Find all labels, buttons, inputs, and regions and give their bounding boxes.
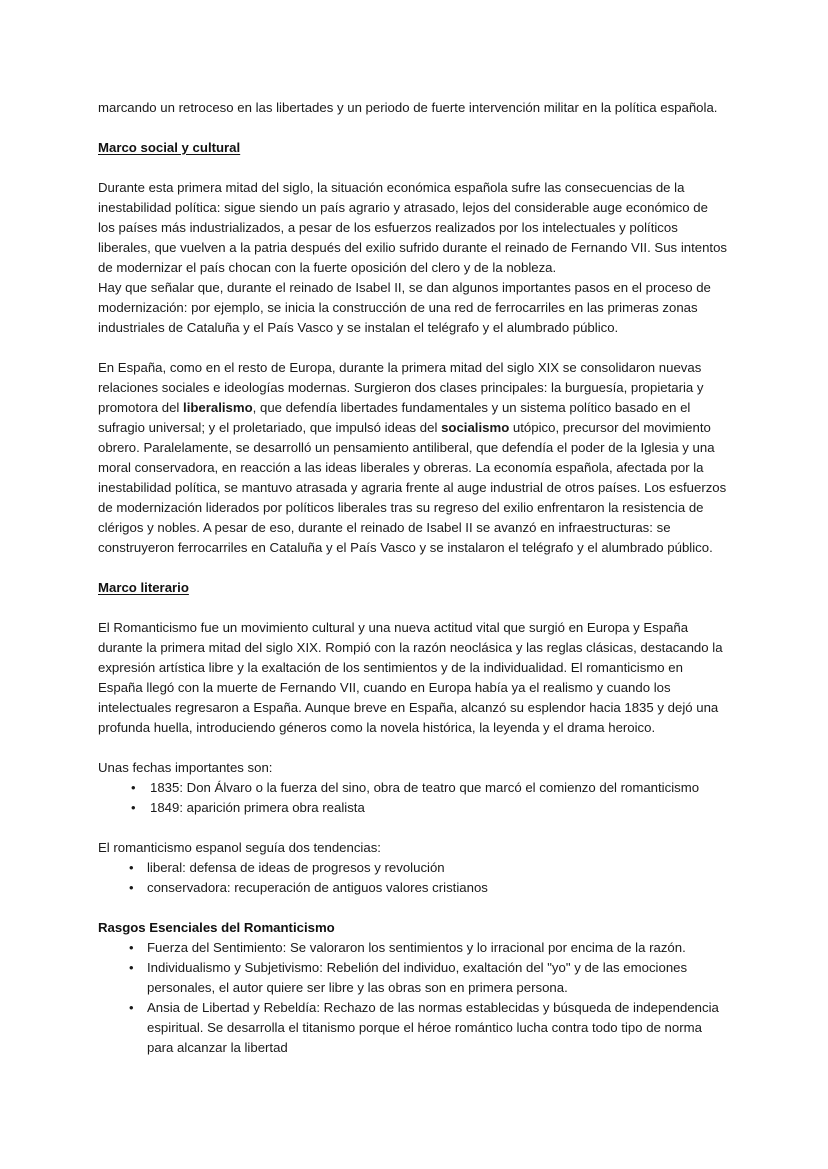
- paragraph-economia-modernizacion: Hay que señalar que, durante el reinado de Isabel II, se dan algunos importantes pasos en el proceso de modernización: por ejemplo, se inicia la construcción de una red de ferrocarriles en las primeras zonas industriales de Cataluña y el País Vasco y se instalan el telégrafo y el alumbrado público.: [98, 280, 711, 335]
- list-fechas-importantes: [98, 778, 728, 818]
- list-item: • conservadora: recuperación de antiguos valores cristianos: [98, 878, 728, 898]
- bold-term-socialismo: socialismo: [441, 420, 510, 435]
- list-item: • 1835: Don Álvaro o la fuerza del sino, obra de teatro que marcó el comienzo del romanticismo: [98, 778, 728, 798]
- list-item: • 1849: aparición primera obra realista: [98, 798, 728, 818]
- spacer: [98, 898, 728, 918]
- paragraph-economia-inestabilidad: Durante esta primera mitad del siglo, la situación económica española sufre las consecuencias de la inestabilidad política: sigue siendo un país agrario y atrasado, lejos del considerable auge económico de los países más industrializados, a pesar de los esfuerzos realizados por los intelectuales y políticos liberales, que vuelven a la patria después del exilio sufrido durante el reinado de Fernando VII. Sus intentos de modernizar el país chocan con la fuerte oposición del clero y de la nobleza.: [98, 180, 728, 275]
- lead-in-fechas-importantes: Unas fechas importantes son:: [98, 760, 273, 775]
- list-item: • liberal: defensa de ideas de progresos y revolución: [98, 858, 728, 878]
- list-item: • Individualismo y Subjetivismo: Rebelión del individuo, exaltación del "yo" y de las emociones personales, el autor quiere ser libre y las obras son en primera persona.: [98, 958, 728, 998]
- spacer: [98, 818, 728, 838]
- heading-rasgos-esenciales: Rasgos Esenciales del Romanticismo: [98, 920, 335, 935]
- paragraph-clases-segment-2: , que defendía libertades fundamentales y un sistema político basado en el sufragio universal; y el proletariado, que impulsó ideas del: [98, 400, 691, 435]
- spacer: [98, 738, 728, 758]
- document-body: [98, 98, 728, 1058]
- paragraph-clases-sociales: [98, 358, 728, 558]
- paragraph-romanticismo: El Romanticismo fue un movimiento cultural y una nueva actitud vital que surgió en Europa y España durante la primera mitad del siglo XIX. Rompió con la razón neoclásica y las reglas clásicas, destacando la expresión artística libre y la exaltación de los sentimientos y de la individualidad. El romanticismo en España llegó con la muerte de Fernando VII, cuando en Europa había ya el realismo y cuando los intelectuales regresaron a España. Aunque breve en España, alcanzó su esplendor hacia 1835 y dejó una profunda huella, introduciendo géneros como la novela histórica, la leyenda y el drama heroico.: [98, 620, 723, 735]
- heading-marco-social-y-cultural: Marco social y cultural: [98, 140, 241, 155]
- list-item: • Ansia de Libertad y Rebeldía: Rechazo de las normas establecidas y búsqueda de independencia espiritual. Se desarrolla el titanismo porque el héroe romántico lucha contra todo tipo de norma para alcanzar la libertad: [98, 998, 728, 1058]
- intro-paragraph: marcando un retroceso en las libertades y un periodo de fuerte intervención militar en la política española.: [98, 100, 718, 115]
- list-item: • Fuerza del Sentimiento: Se valoraron los sentimientos y lo irracional por encima de la razón.: [98, 938, 728, 958]
- spacer: [98, 558, 728, 578]
- heading-marco-literario: Marco literario: [98, 580, 189, 595]
- paragraph-clases-segment-1: En España, como en el resto de Europa, durante la primera mitad del siglo XIX se consolidaron nuevas relaciones sociales e ideologías modernas. Surgieron dos clases principales: la burguesía, propietaria y promotora del: [98, 360, 704, 415]
- spacer: [98, 118, 728, 138]
- paragraph-clases-segment-3: utópico, precursor del movimiento obrero. Paralelamente, se desarrolló un pensamiento antiliberal, que defendía el poder de la Iglesia y una moral conservadora, en reacción a las ideas liberales y obreras. La economía española, afectada por la inestabilidad política, se mantuvo atrasada y agraria frente al auge industrial de otros países. Los esfuerzos de modernización liderados por políticos liberales tras su regreso del exilio enfrentaron la resistencia de clérigos y nobles. A pesar de eso, durante el reinado de Isabel II se avanzó en infraestructuras: se construyeron ferrocarriles en Cataluña y el País Vasco y se instalaron el telégrafo y el alumbrado público.: [98, 420, 727, 555]
- list-rasgos-esenciales: [98, 938, 728, 1058]
- bold-term-liberalismo: liberalismo: [183, 400, 253, 415]
- spacer: [98, 338, 728, 358]
- spacer: [98, 598, 728, 618]
- spacer: [98, 158, 728, 178]
- list-tendencias: [98, 858, 728, 898]
- lead-in-tendencias: El romanticismo espanol seguía dos tendencias:: [98, 840, 381, 855]
